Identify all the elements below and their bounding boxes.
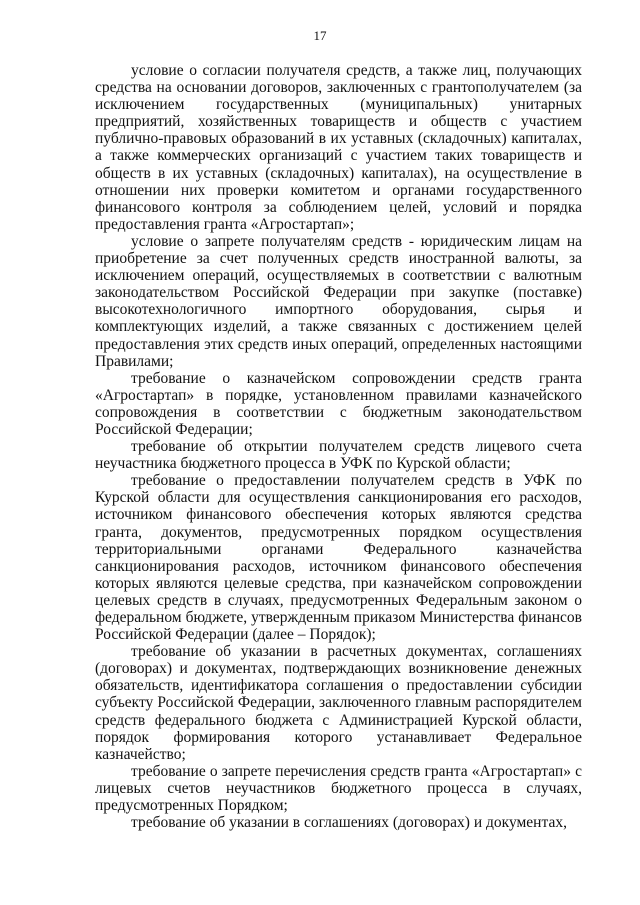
paragraph-document-submission: требование о предоставлении получателем средств в УФК по Курской области для осуществления санкционирования его расходов, источником финансового обеспечения которых являются средства гранта, документов, предусмотренных порядком осуществления территориальными органами Федерального казначейства санкционирования расходов, источником финансового обеспечения которых являются целевые средства, при казначейском сопровождении целевых средств в случаях, предусмотренных Федеральным законом о федеральном бюджете, утвержденным приказом Министерства финансов Российской Федерации (далее – Порядок); [95, 472, 582, 644]
page-number: 17 [313, 28, 327, 43]
paragraph-currency-ban: условие о запрете получателям средств - юридическим лицам на приобретение за счет полученных средств иностранной валюты, за исключением операций, осуществляемых в соответствии с валютным законодательством Российской Федерации при закупке (поставке) высокотехнологичного импортного оборудования, сырья и комплектующих изделий, а также связанных с достижением целей предоставления этих средств иных операций, определенных настоящими Правилами; [95, 232, 582, 370]
paragraph-documents-requirement: требование об указании в соглашениях (договорах) и документах, [131, 814, 567, 832]
paragraph-transfer-ban: требование о запрете перечисления средств гранта «Агростартап» с лицевых счетов неучастников бюджетного процесса в случаях, предусмотренных Порядком; [95, 762, 582, 815]
paragraph-consent-to-audit: условие о согласии получателя средств, а также лиц, получающих средства на основании договоров, заключенных с грантополучателем (за исключением государственных (муниципальных) унитарных предприятий, хозяйственных товариществ и обществ с участием публично-правовых образований в их уставных (складочных) капиталах, а также коммерческих организаций с участием таких товариществ и обществ в их уставных (складочных) капиталах), на осуществление в отношении них проверки комитетом и органами государственного финансового контроля за соблюдением целей, условий и порядка предоставления гранта «Агростартап»; [95, 62, 582, 233]
paragraph-agreement-identifier: требование об указании в расчетных документах, соглашениях (договорах) и документах, подтверждающих возникновение денежных обязательств, идентификатора соглашения о предоставлении субсидии субъекту Российской Федерации, заключенного главным распорядителем средств федерального бюджета с Администрацией Курской области, порядок формирования которого устанавливает Федеральное казначейство; [95, 643, 582, 763]
document-body [95, 62, 582, 831]
paragraph-treasury-support: требование о казначейском сопровождении средств гранта «Агростартап» в порядке, установленном правилами казначейского сопровождения в соответствии с бюджетным законодательством Российской Федерации; [95, 369, 582, 438]
paragraph-account-opening: требование об открытии получателем средств лицевого счета неучастника бюджетного процесса в УФК по Курской области; [95, 438, 582, 473]
